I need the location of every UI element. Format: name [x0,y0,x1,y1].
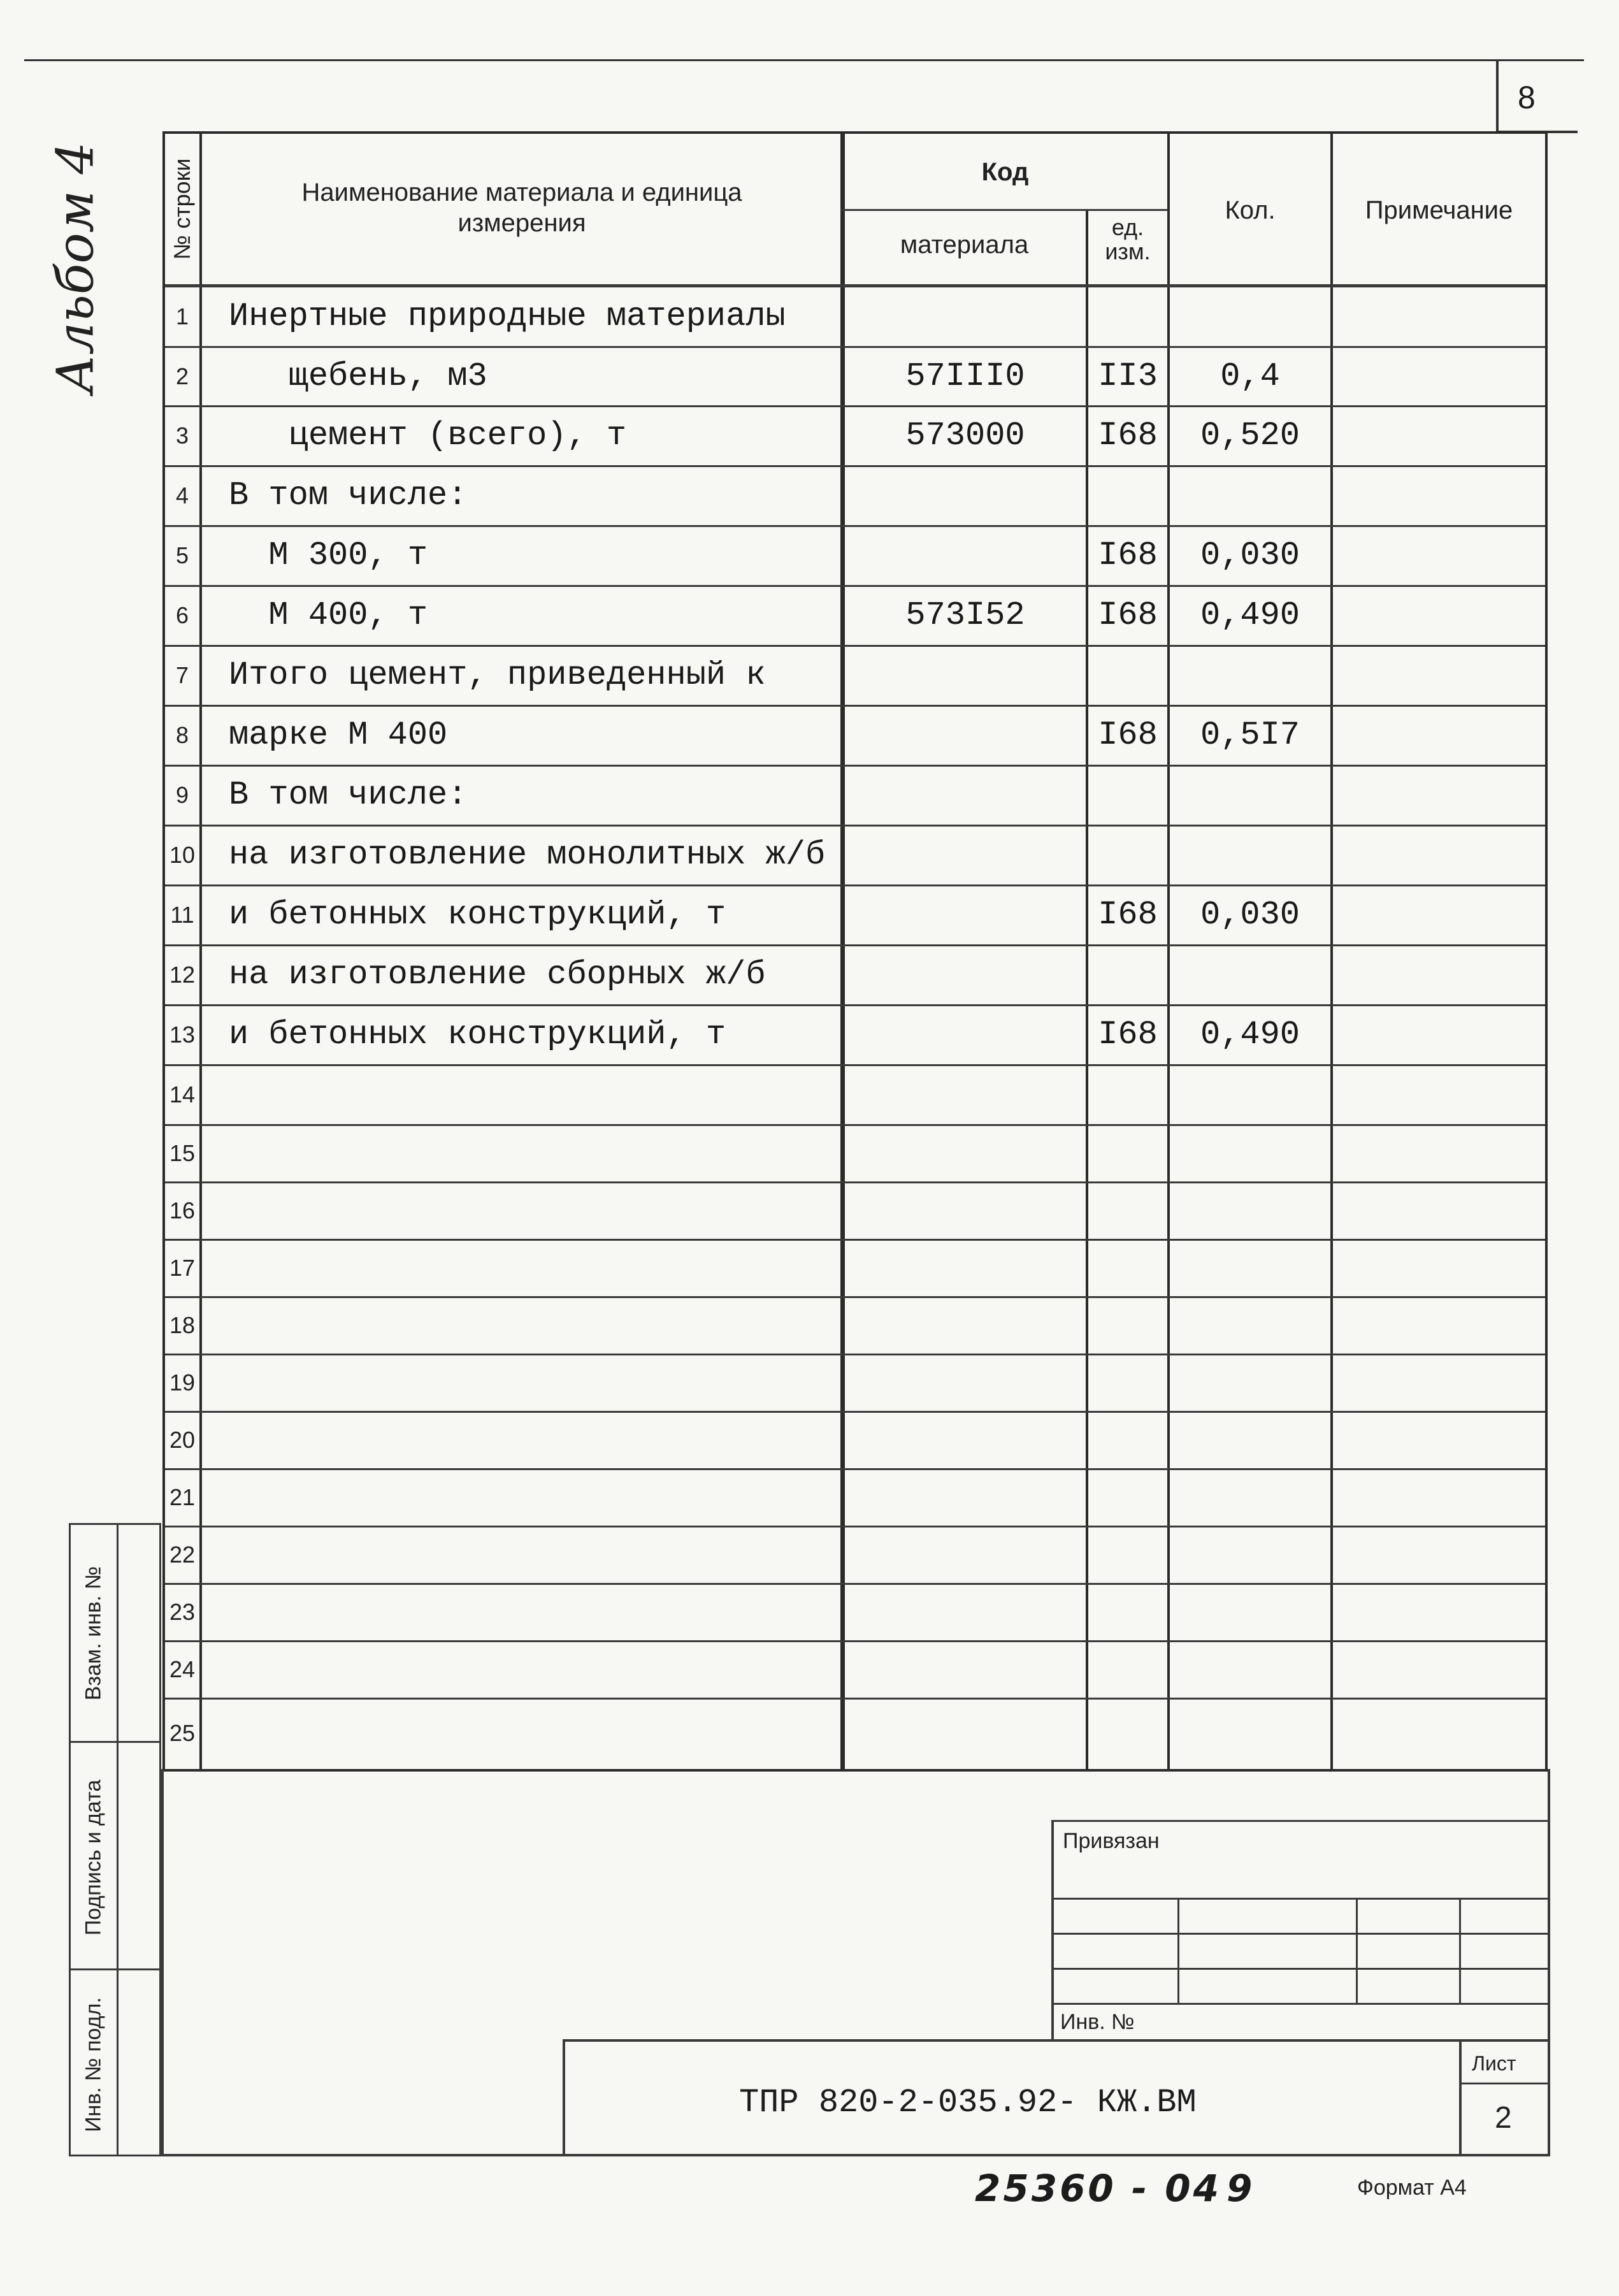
table-row [165,1355,1545,1412]
header-code-material: материала [900,231,1029,259]
row-number: 3 [175,422,189,449]
cell-name: цемент (всего), т [229,417,627,454]
cell-code: 57III0 [905,357,1025,395]
table-row [165,1699,1545,1769]
row-number: 11 [170,902,194,928]
row-number: 12 [169,962,196,988]
header-quantity: Кол. [1225,196,1276,224]
table-row [165,466,1545,526]
frame-right [1548,1769,1550,2156]
row-number: 25 [169,1720,196,1746]
cell-name: В том числе: [229,776,468,814]
row-number: 22 [169,1541,196,1568]
cell-qty: 0,520 [1200,417,1300,454]
cell-name: Инертные природные материалы [229,298,786,335]
cell-name: на изготовление сборных ж/б [229,956,766,993]
table-row [165,1065,1545,1125]
header-code: Код [981,158,1029,186]
sheet-label: Лист [1472,2052,1516,2075]
handwritten-sheet: 9 [1227,2167,1255,2210]
page-number: 8 [1518,80,1536,115]
table-row [165,526,1545,586]
cell-unit: I68 [1098,537,1158,574]
table-row [165,646,1545,706]
row-number: 23 [169,1599,196,1625]
table-row [165,287,1545,347]
table-row [165,1297,1545,1355]
format-label: Формат А4 [1357,2176,1467,2200]
row-number: 18 [169,1312,196,1338]
row-number: 21 [169,1484,196,1510]
stamp-original-inv-label: Инв. № подл. [81,1997,106,2132]
cell-unit: II3 [1098,357,1158,395]
row-number: 6 [175,602,189,628]
header-name: Наименование материала и единица измерения [301,178,742,237]
materials-table [162,131,1548,1772]
table-row [165,706,1545,766]
cell-unit: I68 [1098,1016,1158,1053]
cell-qty: 0,490 [1200,596,1300,634]
table-row [165,886,1545,946]
row-number: 4 [175,482,189,509]
sheet-number: 2 [1495,2101,1512,2135]
table-row [165,586,1545,646]
row-number: 2 [175,363,189,389]
code-subheader-line [840,209,1167,211]
header-note: Примечание [1365,196,1513,224]
table-row [165,1240,1545,1297]
cell-name: В том числе: [229,477,468,514]
row-number: 13 [169,1022,196,1048]
row-number: 8 [175,722,189,748]
cell-qty: 0,4 [1220,357,1280,395]
row-number: 14 [169,1081,196,1108]
document-code: ТПР 820-2-035.92- КЖ.ВМ [739,2084,1197,2121]
cell-code: 573000 [905,417,1025,454]
cell-name: щебень, м3 [229,357,487,395]
table-row [165,1642,1545,1699]
row-number: 10 [169,842,196,868]
top-border-line [24,59,1584,61]
cell-qty: 0,490 [1200,1016,1300,1053]
row-number: 17 [169,1255,196,1281]
row-number: 19 [169,1369,196,1396]
table-row [165,1183,1545,1240]
cell-name: марке М 400 [229,716,448,754]
handwritten-number: 25360 - 04 [975,2167,1221,2210]
header-code-unit: ед. изм. [1105,214,1151,264]
cell-unit: I68 [1098,596,1158,634]
table-row [165,1469,1545,1527]
cell-name: Итого цемент, приведенный к [229,656,766,694]
cell-unit: I68 [1098,716,1158,754]
table-row [165,407,1545,466]
cell-name: М 300, т [229,537,428,574]
stamp-signature-date [69,1741,161,1970]
cell-qty: 0,030 [1200,896,1300,934]
table-row [165,1006,1545,1065]
row-number: 16 [169,1197,196,1224]
cell-name: и бетонных конструкций, т [229,1016,726,1053]
cell-name: на изготовление монолитных ж/б [229,836,826,874]
table-row [165,1527,1545,1584]
table-row [165,826,1545,886]
cell-code: 573I52 [905,596,1025,634]
row-number: 7 [175,662,189,688]
row-number: 20 [169,1427,196,1453]
cell-unit: I68 [1098,896,1158,934]
cell-name: и бетонных конструкций, т [229,896,726,934]
cell-qty: 0,5I7 [1200,716,1300,754]
cell-qty: 0,030 [1200,537,1300,574]
table-row [165,766,1545,826]
album-label: Альбом 4 [45,141,105,394]
stamp-replacement-inv-label: Взам. инв. № [81,1566,106,1701]
table-row [165,1412,1545,1469]
stamp-replacement-inv [69,1523,161,1743]
frame-bottom [161,2154,1550,2156]
cell-unit: I68 [1098,417,1158,454]
table-row [165,347,1545,407]
stamp-signature-date-label: Подпись и дата [81,1779,106,1936]
bound-to-label: Привязан [1063,1829,1160,1853]
stamp-original-inv [69,1968,161,2156]
row-number: 24 [169,1656,196,1682]
header-row-no: № строки [169,158,195,260]
row-number: 9 [175,782,189,808]
frame-left [161,1769,164,2156]
row-number: 5 [175,542,189,568]
row-number: 15 [169,1140,196,1166]
page-number-frame [1496,59,1499,133]
table-row [165,1584,1545,1642]
row-number: 1 [175,303,189,329]
table-row [165,1125,1545,1183]
inv-no-label: Инв. № [1060,2010,1135,2034]
table-row [165,946,1545,1006]
cell-name: М 400, т [229,596,428,634]
